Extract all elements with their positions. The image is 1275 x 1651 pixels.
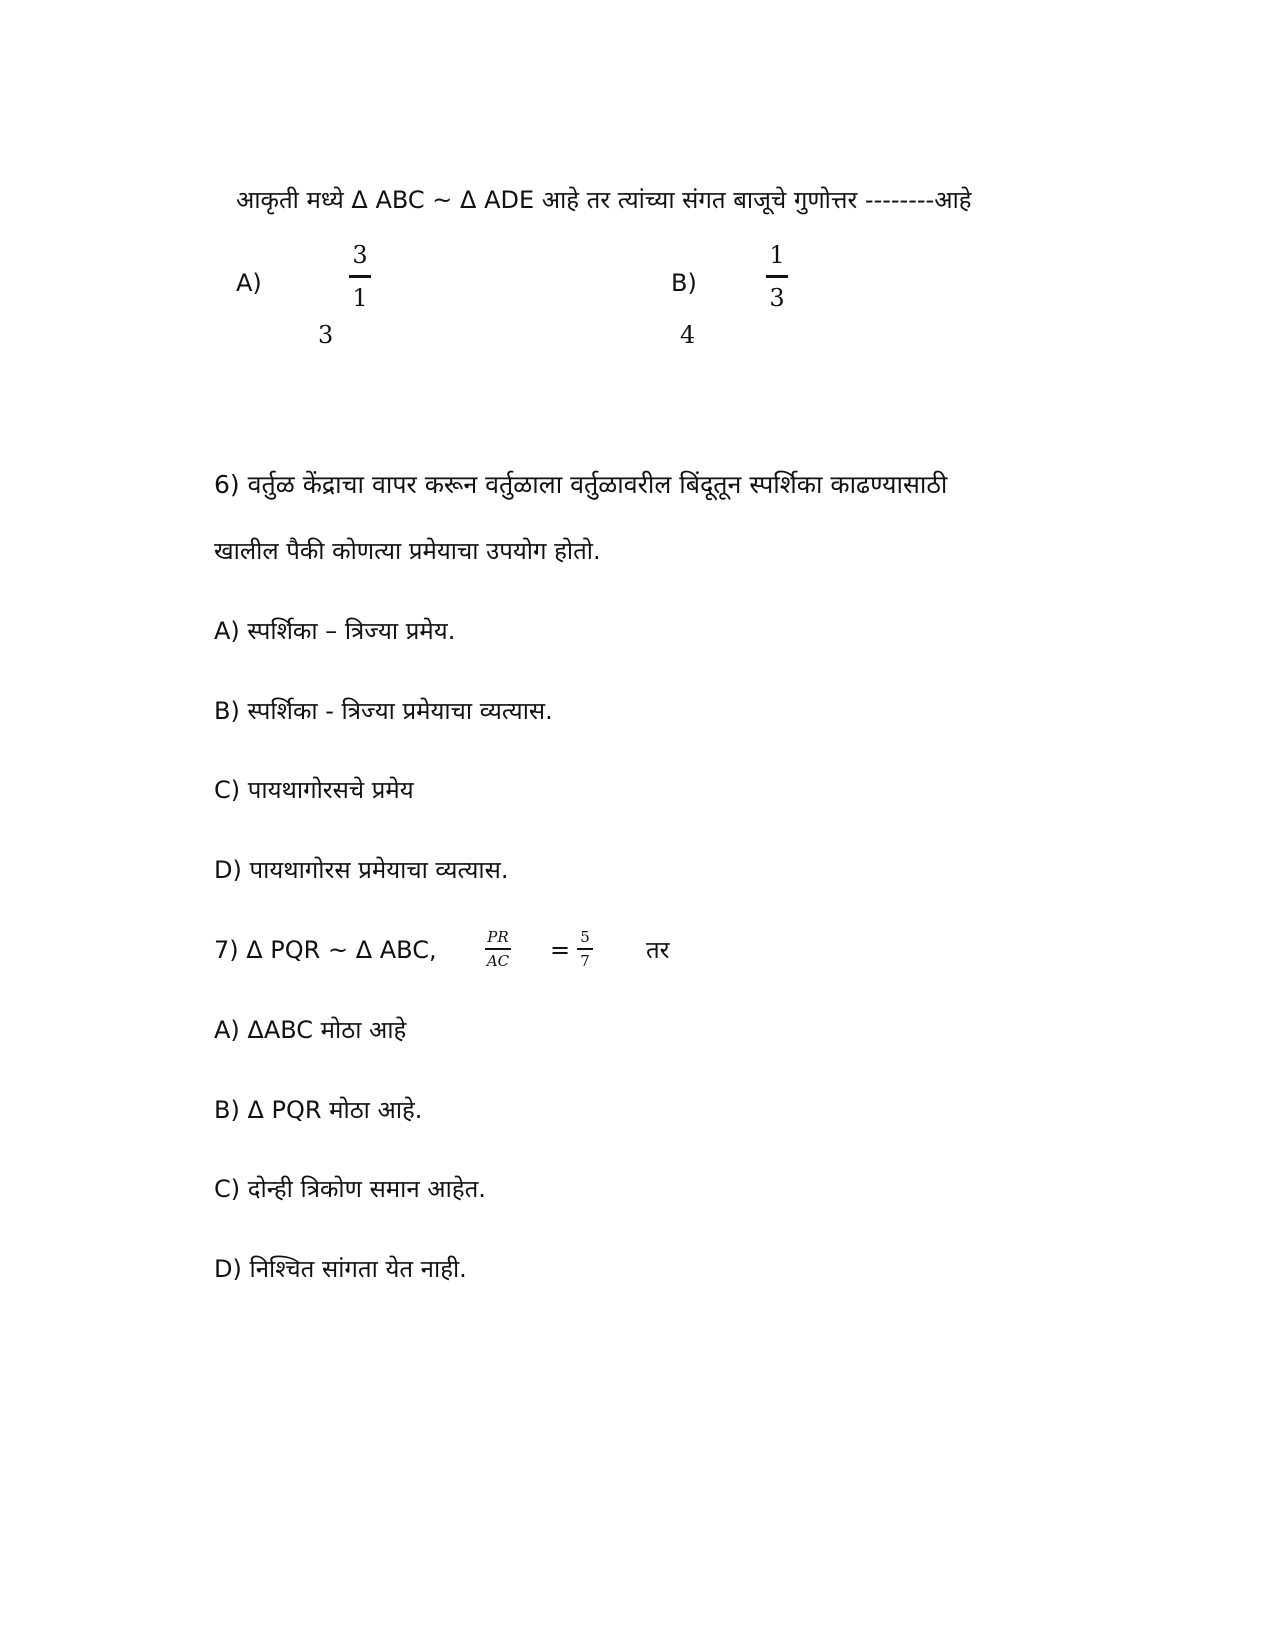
q5-option-a-fraction [345, 240, 375, 313]
q5-option-d-numerator: 4 [680, 321, 696, 349]
fraction-bar [766, 275, 788, 278]
q5-option-b-denominator: 3 [769, 284, 785, 312]
q6-option-b: B) स्पर्शिका - त्रिज्या प्रमेयाचा व्यत्यास. [214, 697, 553, 725]
q7-fraction1-numerator: PR [487, 928, 509, 946]
q5-clipped-options-row [0, 320, 1275, 368]
q7-fraction-pr-ac [485, 928, 511, 970]
fraction-bar [349, 275, 371, 278]
q5-option-b-numerator: 1 [769, 241, 785, 269]
q7-option-d: D) निश्चित सांगता येत नाही. [214, 1255, 467, 1283]
q7-fraction2-denominator: 7 [580, 951, 590, 970]
q7-option-a: A) ΔABC मोठा आहे [214, 1016, 407, 1044]
q7-fraction-5-7 [577, 928, 593, 970]
q6-option-c: C) पायथागोरसचे प्रमेय [214, 776, 414, 804]
q5-option-a-label: A) [236, 269, 262, 297]
q5-option-b-fraction [762, 240, 792, 313]
q7-option-c: C) दोन्ही त्रिकोण समान आहेत. [214, 1175, 486, 1203]
fraction-bar [485, 948, 511, 950]
fraction-bar [577, 948, 593, 950]
q6-question-line2: खालील पैकी कोणत्या प्रमेयाचा उपयोग होतो. [214, 537, 601, 565]
q7-fraction1-denominator: AC [486, 951, 510, 970]
q5-option-b-label: B) [671, 269, 697, 297]
q7-fraction2-numerator: 5 [580, 928, 590, 946]
q6-option-a: A) स्पर्शिका – त्रिज्या प्रमेय. [214, 617, 456, 645]
q6-option-d: D) पायथागोरस प्रमेयाचा व्यत्यास. [214, 856, 509, 884]
q7-question-prefix: 7) Δ PQR ~ Δ ABC, [214, 936, 437, 964]
q5-option-c-numerator: 3 [318, 321, 334, 349]
q5-option-a-denominator: 1 [352, 284, 368, 312]
q7-question-suffix: तर [646, 936, 670, 964]
q7-equals-sign: = [550, 936, 571, 964]
q5-question-text: आकृती मध्ये Δ ABC ~ Δ ADE आहे तर त्यांच्या संगत बाजूचे गुणोत्तर --------आहे [236, 186, 972, 214]
q6-question-line1: 6) वर्तुळ केंद्राचा वापर करून वर्तुळाला वर्तुळावरील बिंदूतून स्पर्शिका काढण्यासाठी [214, 470, 948, 499]
q7-option-b: B) Δ PQR मोठा आहे. [214, 1096, 423, 1124]
q5-option-a-numerator: 3 [352, 241, 368, 269]
